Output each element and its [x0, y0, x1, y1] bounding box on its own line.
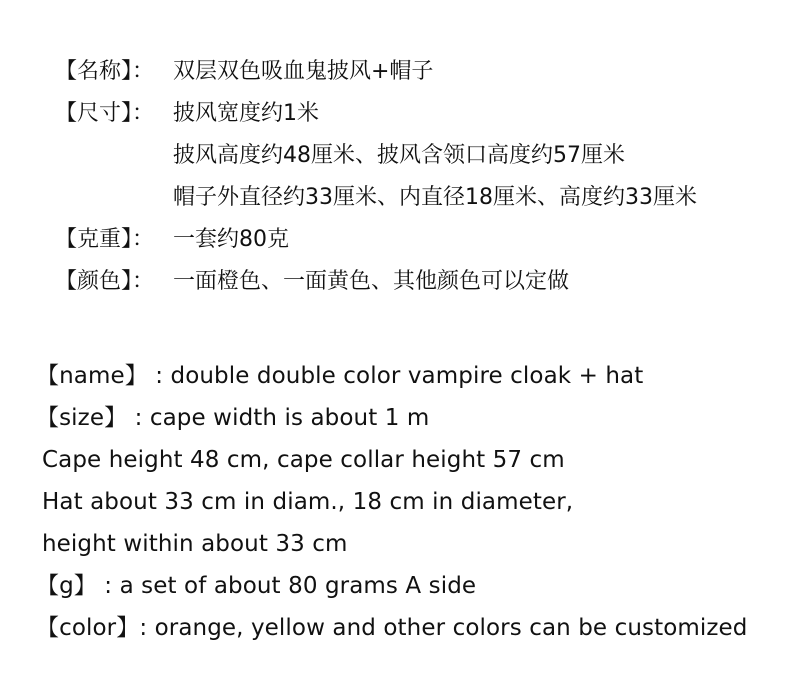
- cn-name-label: 【名称】：: [55, 59, 155, 84]
- cn-size-line1: 披风宽度约1米: [173, 101, 319, 126]
- cn-size-label: 【尺寸】：: [55, 101, 155, 126]
- en-hat-diameter-line: Hat about 33 cm in diam., 18 cm in diameter,: [42, 489, 574, 515]
- en-color-line: 【color】: orange, yellow and other colors can be customized: [36, 615, 748, 641]
- en-weight-line: 【g】 : a set of about 80 grams A side: [36, 573, 477, 599]
- cn-weight-label: 【克重】：: [55, 227, 155, 252]
- en-name-line: 【name】 : double double color vampire cloak + hat: [36, 363, 644, 389]
- en-cape-height-line: Cape height 48 cm, cape collar height 57 cm: [42, 447, 565, 473]
- cn-size-line2: 披风高度约48厘米、披风含领口高度约57厘米: [173, 143, 625, 168]
- en-size-line: 【size】 : cape width is about 1 m: [36, 405, 430, 431]
- cn-weight-value: 一套约80克: [173, 227, 289, 252]
- cn-color-label: 【颜色】：: [55, 269, 155, 294]
- cn-color-value: 一面橙色、一面黄色、其他颜色可以定做: [173, 269, 570, 294]
- cn-size-line3: 帽子外直径约33厘米、内直径18厘米、高度约33厘米: [173, 185, 697, 210]
- en-hat-height-line: height within about 33 cm: [42, 531, 348, 557]
- cn-name-value: 双层双色吸血鬼披风+帽子: [173, 59, 434, 84]
